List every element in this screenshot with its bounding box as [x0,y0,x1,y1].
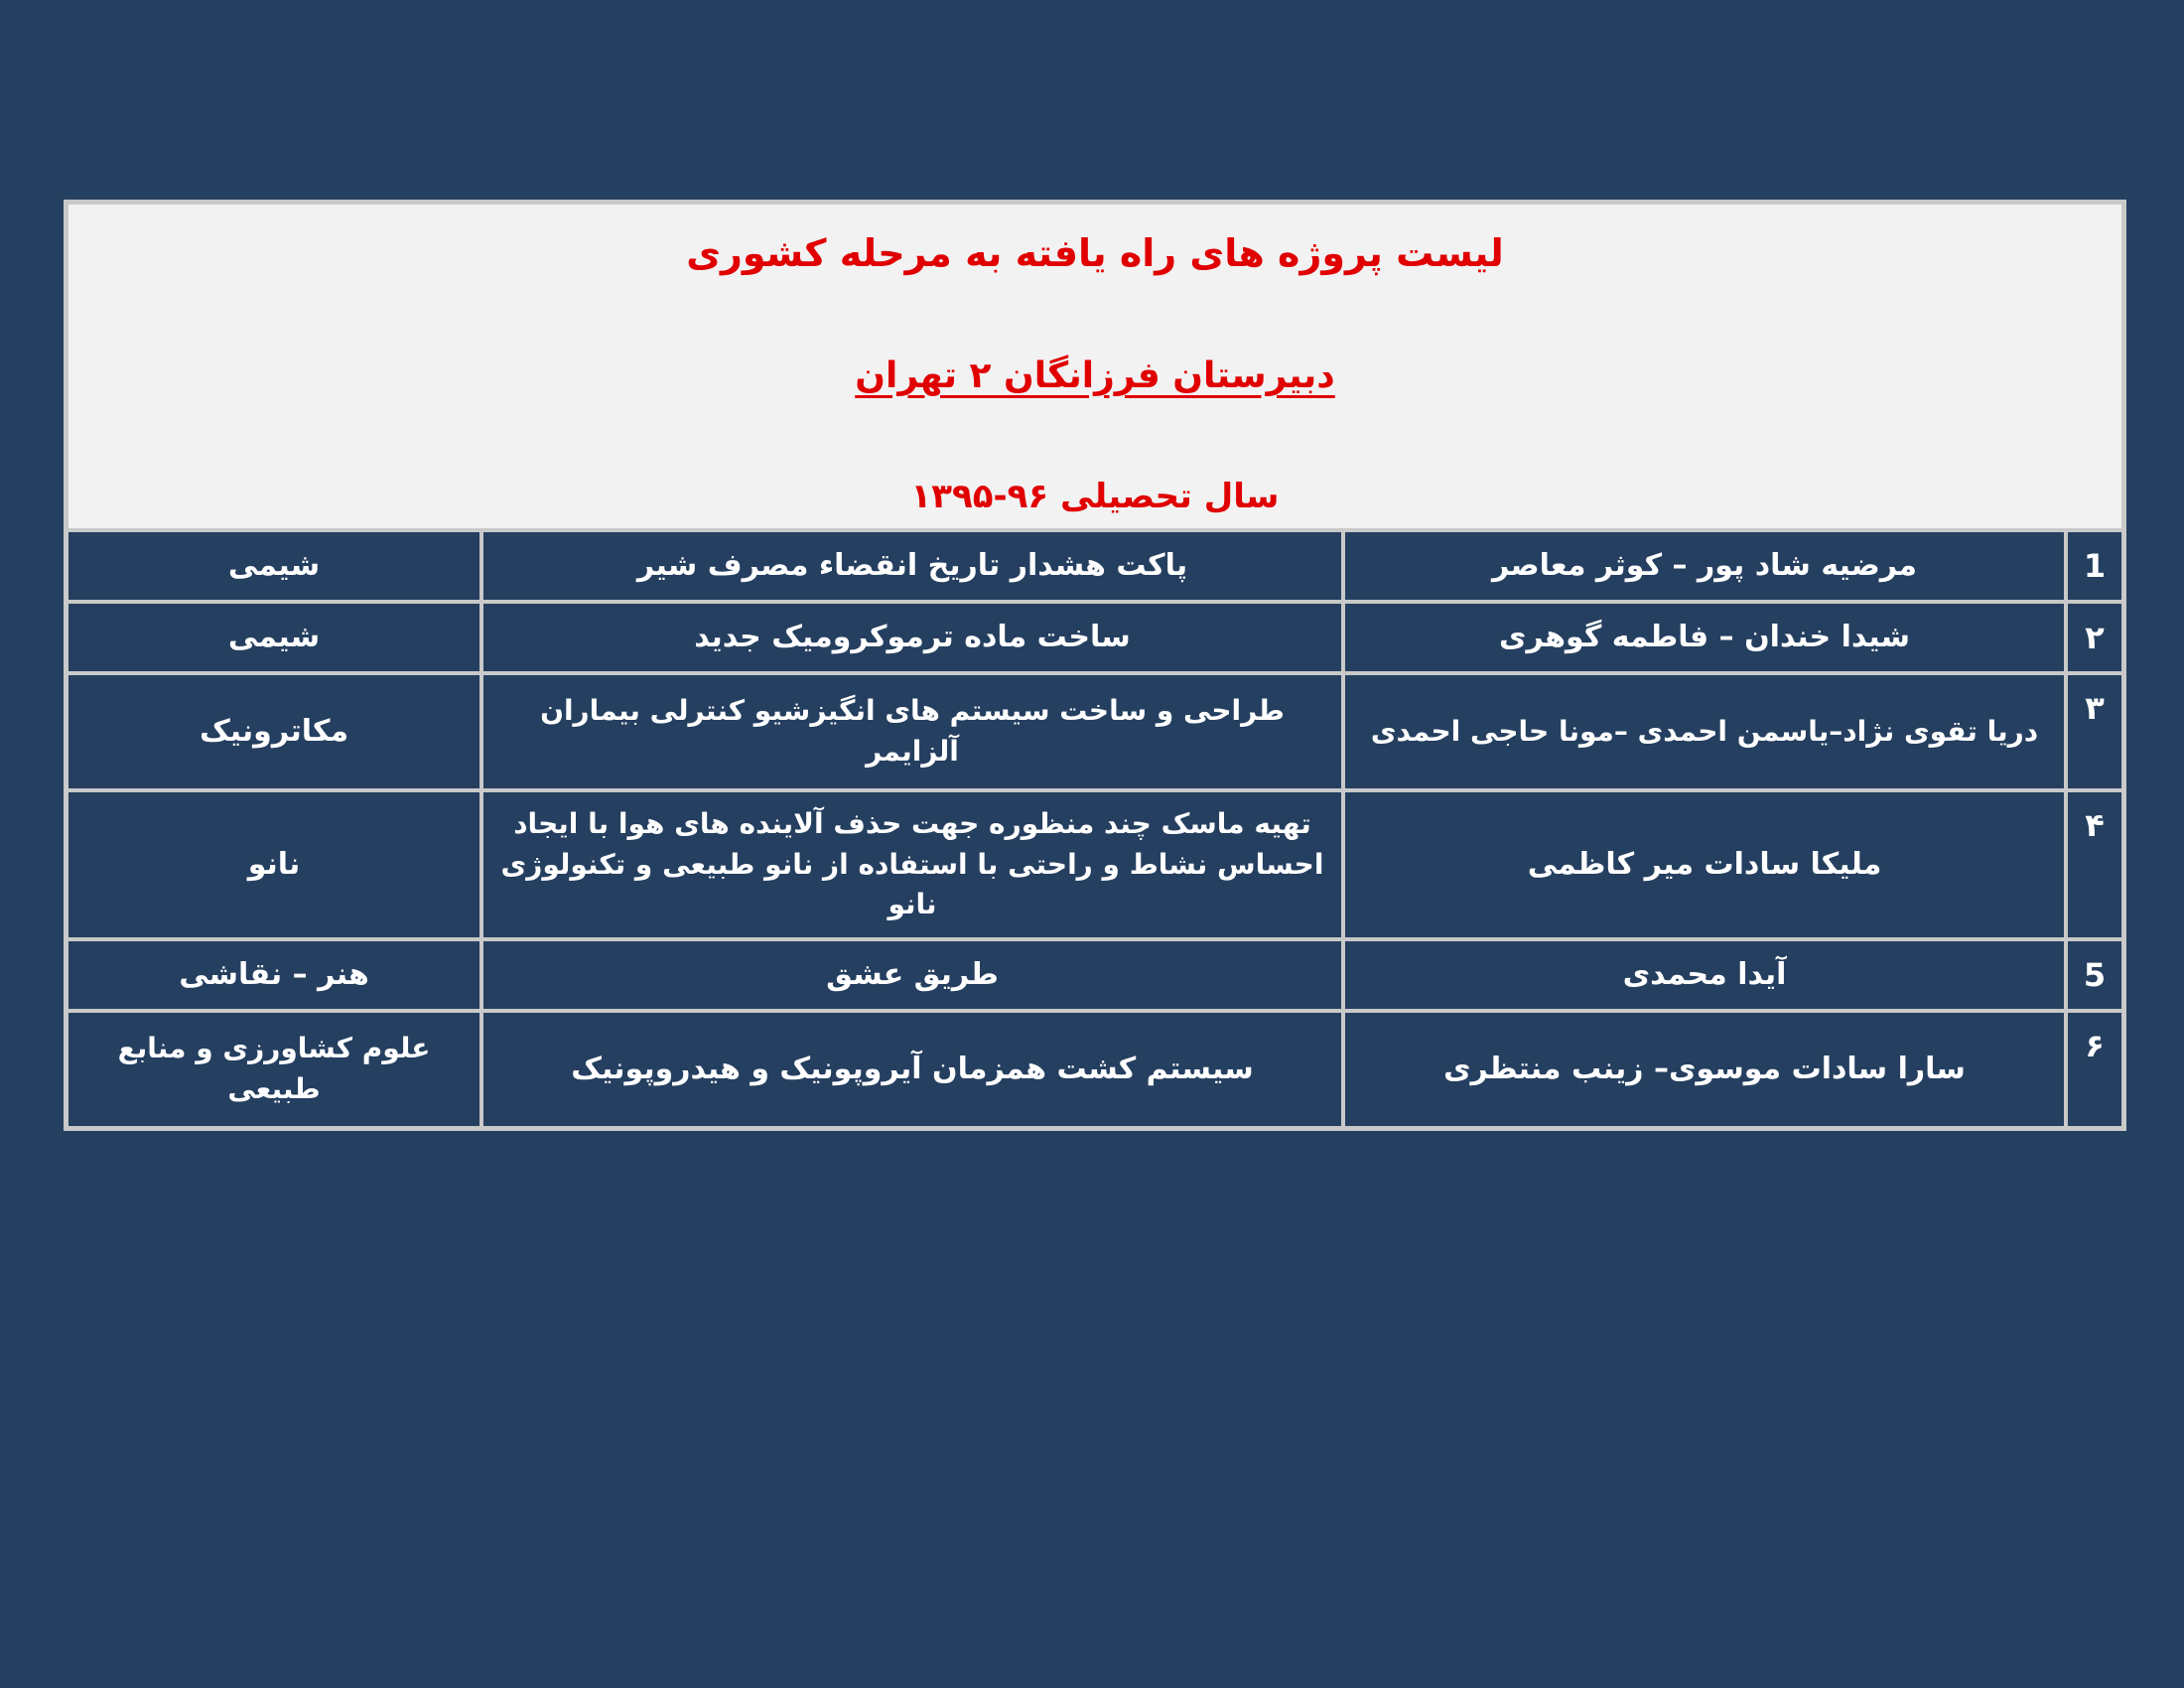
row-number: ۴ [2066,790,2123,939]
project-field: هنر – نقاشی [67,939,481,1011]
table-row [67,602,2123,673]
student-names: آیدا محمدی [1343,939,2066,1011]
student-names: دریا تقوی نژاد–یاسمن احمدی –مونا حاجی احمدی [1343,673,2066,790]
table-row [67,790,2123,939]
academic-year: سال تحصیلی ۹۶-۱۳۹۵ [910,477,1280,516]
table-row [67,1011,2123,1128]
projects-table [64,200,2126,1131]
row-number: 1 [2066,530,2123,602]
project-field: شیمی [67,602,481,673]
document-page [64,200,2120,1131]
row-number: ۶ [2066,1011,2123,1128]
project-title: سیستم کشت همزمان آیروپونیک و هیدروپونیک [481,1011,1343,1128]
row-number: ۲ [2066,602,2123,673]
project-title: پاکت هشدار تاریخ انقضاء مصرف شیر [481,530,1343,602]
row-number: ۳ [2066,673,2123,790]
project-field: مکاترونیک [67,673,481,790]
school-name-text: دبیرستان فرزانگان ۲ تهران [855,355,1335,396]
row-number: 5 [2066,939,2123,1011]
student-names: سارا سادات موسوی– زینب منتظری [1343,1011,2066,1128]
header-cell [67,203,2123,530]
project-title: طراحی و ساخت سیستم های انگیزشیو کنترلی بیماران آلزایمر [481,673,1343,790]
table-row [67,530,2123,602]
table-row [67,939,2123,1011]
project-field: شیمی [67,530,481,602]
school-name [74,351,2116,402]
table-header-row [67,203,2123,530]
project-title: طریق عشق [481,939,1343,1011]
document-title: لیست پروژه های راه یافته به مرحله کشوری [686,231,1504,275]
student-names: ملیکا سادات میر کاظمی [1343,790,2066,939]
table-row [67,673,2123,790]
project-title: تهیه ماسک چند منظوره جهت حذف آلاینده های هوا با ایجاد احساس نشاط و راحتی با استفاده از نانو طبیعی و تکنولوژی نانو [481,790,1343,939]
project-field: نانو [67,790,481,939]
student-names: مرضیه شاد پور – کوثر معاصر [1343,530,2066,602]
project-field: علوم کشاورزی و منابع طبیعی [67,1011,481,1128]
student-names: شیدا خندان – فاطمه گوهری [1343,602,2066,673]
project-title: ساخت ماده ترموکرومیک جدید [481,602,1343,673]
